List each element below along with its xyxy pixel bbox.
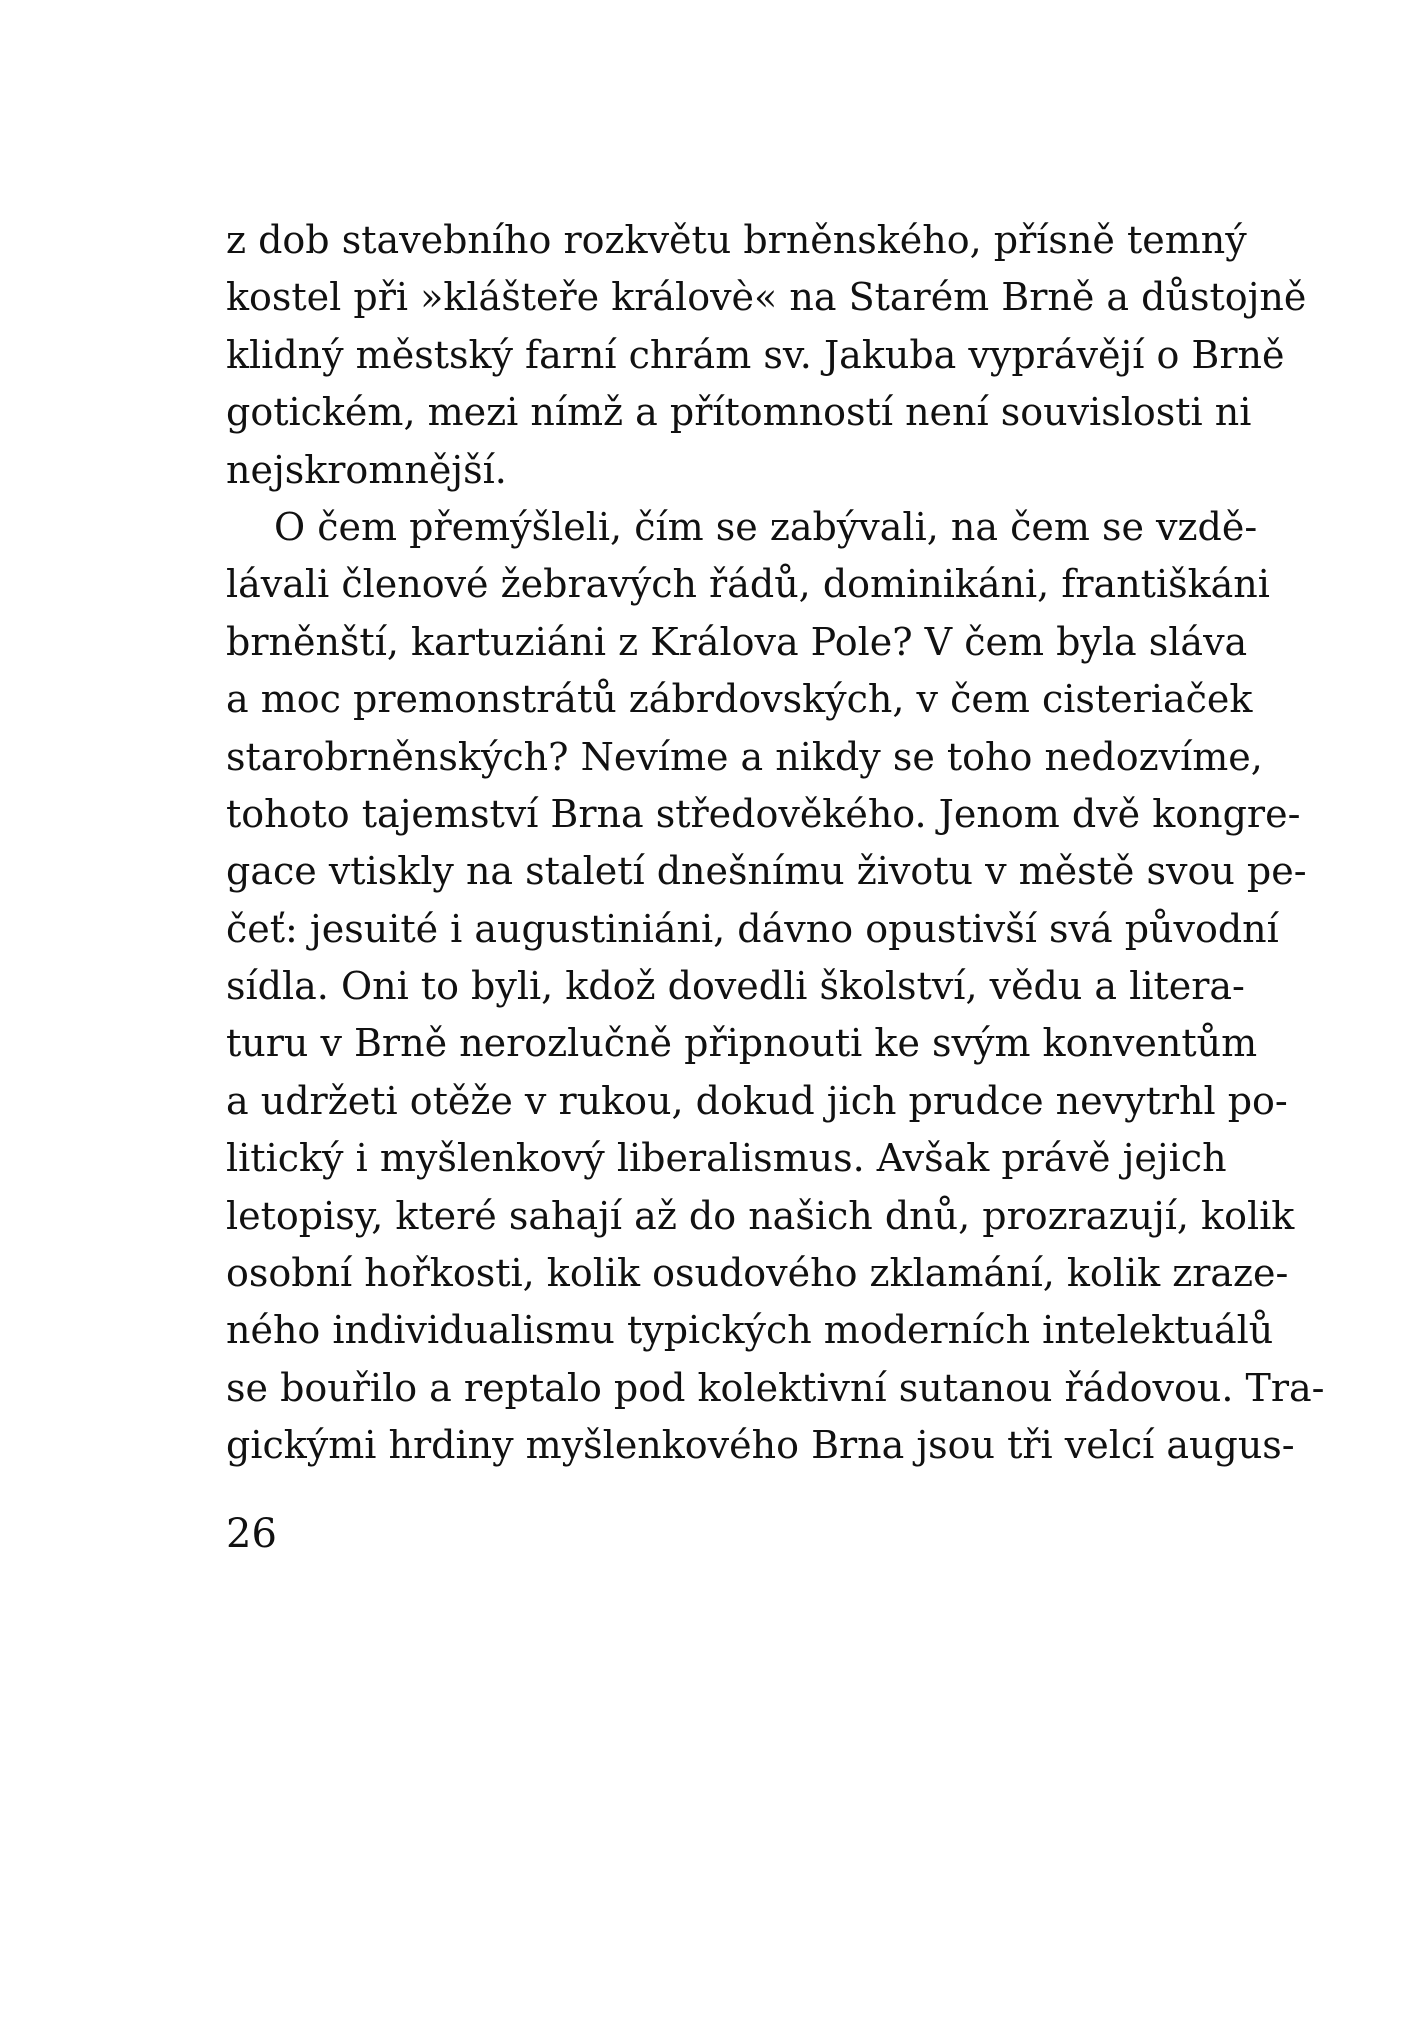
text-line: sídla. Oni to byli, kdož dovedli školství, vědu a litera- [226,964,1245,1009]
text-line: litický i myšlenkový liberalismus. Avšak právě jejich [226,1136,1227,1181]
text-line: turu v Brně nerozlučně připnouti ke svým konventům [226,1021,1258,1066]
text-line: tohoto tajemství Brna středověkého. Jenom dvě kongre- [226,791,1301,836]
text-line: gace vtiskly na staletí dnešnímu životu v městě svou pe- [226,849,1307,894]
text-line: lávali členové žebravých řádů, dominikáni, františkáni [226,562,1270,607]
text-line: osobní hořkosti, kolik osudového zklamání, kolik zraze- [226,1251,1289,1296]
text-line: nejskromnější. [226,447,507,492]
text-line: se bouřilo a reptalo pod kolektivní sutanou řádovou. Tra- [226,1365,1325,1410]
text-line: O čem přemýšleli, čím se zabývali, na čem se vzdě- [274,504,1258,549]
text-line: letopisy, které sahají až do našich dnů, prozrazují, kolik [226,1193,1295,1238]
text-line: a moc premonstrátů zábrdovských, v čem cisteriaček [226,677,1253,722]
text-line: gotickém, mezi nímž a přítomností není souvislosti ni [226,390,1252,435]
body-text [226,212,1325,1475]
text-line: gickými hrdiny myšlenkového Brna jsou tři velcí augus- [226,1423,1295,1468]
text-line: z dob stavebního rozkvětu brněnského, přísně temný [226,218,1247,262]
page-number: 26 [226,1511,277,1557]
text-line: čeť: jesuité i augustiniáni, dávno opustivší svá původní [226,906,1279,951]
text-line: starobrněnských? Nevíme a nikdy se toho nedozvíme, [226,734,1263,779]
text-line: klidný městský farní chrám sv. Jakuba vyprávějí o Brně [226,332,1285,377]
text-line: brněnští, kartuziáni z Králova Pole? V čem byla sláva [226,619,1248,664]
text-line: a udržeti otěže v rukou, dokud jich prudce nevytrhl po- [226,1078,1288,1123]
text-line: kostel při »klášteře královѐ« na Starém Brně a důstojně [226,275,1307,320]
text-line: ného individualismu typických moderních intelektuálů [226,1308,1274,1353]
